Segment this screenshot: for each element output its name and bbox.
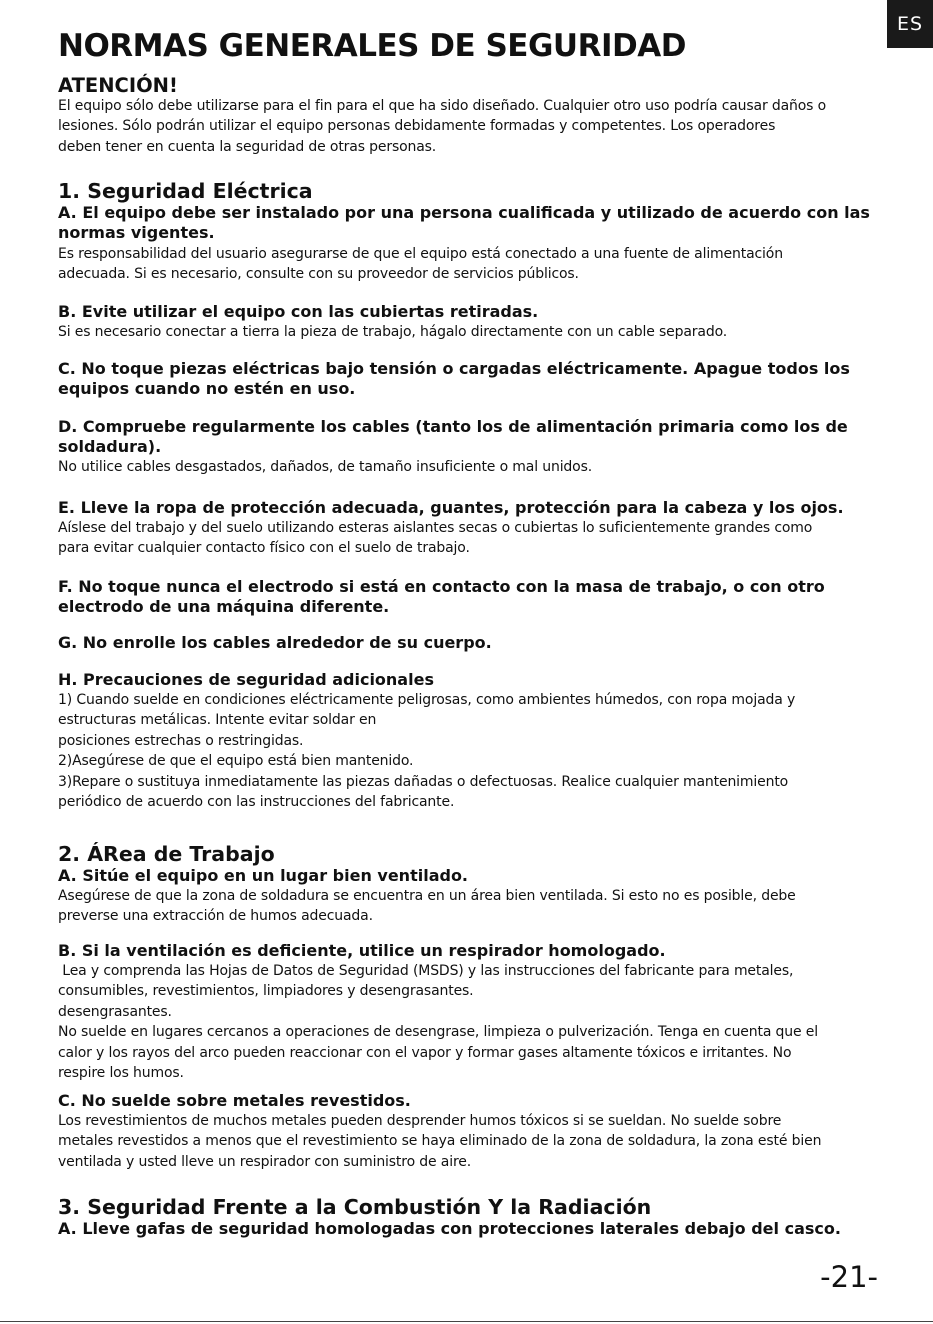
rule-text: Es responsabilidad del usuario asegurarse de que el equipo está conectado a una fuente de alimentación adecuada. Si es necesario, consulte con su proveedor de servicios públicos. (58, 246, 783, 283)
section-work-area (58, 842, 883, 866)
rule-text: Aíslese del trabajo y del suelo utilizando esteras aislantes secas o cubiertas lo suficientemente grandes como para evitar cualquier contacto físico con el suelo de trabajo. (58, 520, 813, 557)
rule-heading: A. Lleve gafas de seguridad homologadas con protecciones laterales debajo del casco. (58, 1219, 841, 1238)
rule-heading: A. El equipo debe ser instalado por una persona cualificada y utilizado de acuerdo con las normas vigentes. (58, 203, 870, 242)
section-electrical-safety (58, 179, 883, 203)
rule-heading: H. Precauciones de seguridad adicionales (58, 670, 434, 689)
rule-heading: G. No enrolle los cables alrededor de su cuerpo. (58, 633, 492, 652)
rule-2a (58, 866, 883, 927)
rule-heading: C. No suelde sobre metales revestidos. (58, 1091, 411, 1110)
rule-1c (58, 359, 883, 399)
rule-1h (58, 670, 883, 812)
rule-text: 1) Cuando suelde en condiciones eléctricamente peligrosas, como ambientes húmedos, con ropa mojada y estructuras metálicas. Intente evitar soldar en posiciones estrechas o restringidas. 2)Asegúrese de que el equipo está bien mantenido. 3)Repare o sustituya inmediatamente las piezas dañadas o defectuosas. Realice cualquier mantenimiento periódico de acuerdo con las instrucciones del fabricante. (58, 692, 796, 811)
rule-heading: B. Evite utilizar el equipo con las cubiertas retiradas. (58, 302, 539, 321)
rule-heading: D. Compruebe regularmente los cables (tanto los de alimentación primaria como los de soldadura). (58, 417, 848, 456)
section-title: 1. Seguridad Eléctrica (58, 179, 313, 203)
rule-heading: A. Sitúe el equipo en un lugar bien ventilado. (58, 866, 469, 885)
section-combustion-radiation (58, 1195, 883, 1219)
rule-2b (58, 941, 883, 1083)
section-title: 3. Seguridad Frente a la Combustión Y la Radiación (58, 1195, 652, 1219)
rule-heading: C. No toque piezas eléctricas bajo tensión o cargadas eléctricamente. Apague todos los equipos cuando no estén en uso. (58, 359, 850, 398)
page-bottom-divider (0, 1321, 933, 1322)
rule-1f (58, 577, 883, 617)
rule-text: Si es necesario conectar a tierra la pieza de trabajo, hágalo directamente con un cable separado. (58, 324, 728, 340)
rule-1e (58, 498, 883, 559)
attention-heading: ATENCIÓN! (58, 74, 178, 97)
rule-2c (58, 1091, 883, 1172)
rule-3a (58, 1219, 883, 1239)
intro-paragraph: El equipo sólo debe utilizarse para el fin para el que ha sido diseñado. Cualquier otro uso podría causar daños o lesiones. Sólo podrán utilizar el equipo personas debidamente formadas y competentes. Los operadores deben tener en cuenta la seguridad de otras personas. (58, 98, 827, 155)
rule-text: Asegúrese de que la zona de soldadura se encuentra en un área bien ventilada. Si esto no es posible, debe preverse una extracción de humos adecuada. (58, 888, 796, 925)
rule-text: No utilice cables desgastados, dañados, de tamaño insuficiente o mal unidos. (58, 459, 593, 475)
language-tab: ES (887, 0, 933, 48)
page-number: -21- (820, 1260, 878, 1294)
rule-text: Los revestimientos de muchos metales pueden desprender humos tóxicos si se sueldan. No suelde sobre metales revestidos a menos que el revestimiento se haya eliminado de la zona de soldadura, la zona esté bien ventilada y usted lleve un respirador con suministro de aire. (58, 1113, 822, 1170)
rule-1b (58, 302, 883, 342)
page-title: NORMAS GENERALES DE SEGURIDAD (58, 28, 686, 64)
rule-heading: F. No toque nunca el electrodo si está en contacto con la masa de trabajo, o con otro electrodo de una máquina diferente. (58, 577, 825, 616)
rule-1d (58, 417, 883, 477)
rule-1a (58, 203, 883, 285)
rule-text: Lea y comprenda las Hojas de Datos de Seguridad (MSDS) y las instrucciones del fabricante para metales, consumibles, revestimientos, limpiadores y desengrasantes. desengrasantes. No suelde en lugares cercanos a operaciones de desengrase, limpieza o pulverización. Tenga en cuenta que el calor y los rayos del arco pueden reaccionar con el vapor y formar gases altamente tóxicos e irritantes. No respire los humos. (58, 963, 818, 1082)
rule-1g (58, 633, 883, 653)
rule-heading: B. Si la ventilación es deficiente, utilice un respirador homologado. (58, 941, 666, 960)
rule-heading: E. Lleve la ropa de protección adecuada, guantes, protección para la cabeza y los ojos. (58, 498, 844, 517)
section-title: 2. ÁRea de Trabajo (58, 842, 275, 866)
